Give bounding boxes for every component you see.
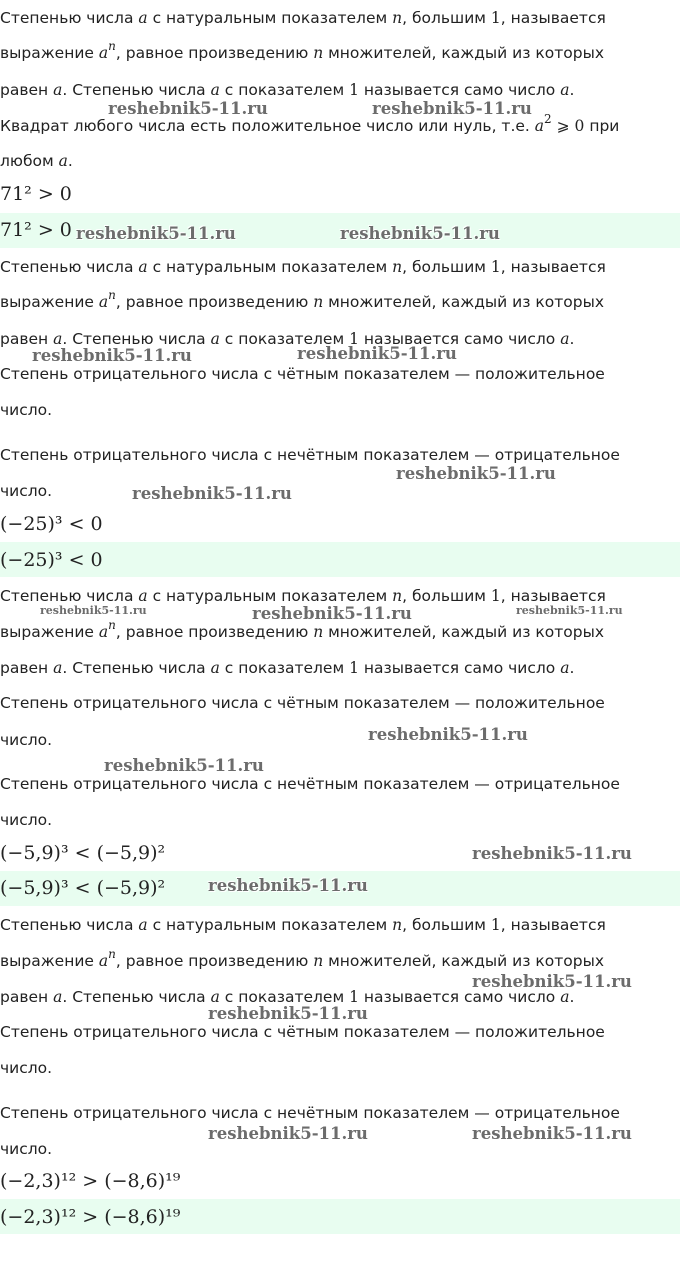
watermark: reshebnik5-11.ru — [297, 344, 457, 363]
watermark: reshebnik5-11.ru — [208, 1124, 368, 1143]
rule-line-3: равен a. Степенью числа a с показателем 1 называется само число a. — [0, 330, 575, 348]
watermark: reshebnik5-11.ru — [104, 756, 264, 775]
even-power-rule-end: число. — [0, 1059, 53, 1077]
expression-4: (−2,3)¹² > (−8,6)¹⁹ — [0, 1170, 181, 1192]
watermark: reshebnik5-11.ru — [252, 604, 412, 623]
rule-line-2: выражение $a^n$, равное произведению n множителей, каждый из которых — [0, 618, 605, 641]
answer-1: 71² > 0 — [0, 219, 72, 241]
odd-power-rule: Степень отрицательного числа с нечётным показателем — отрицательное — [0, 775, 620, 793]
watermark: reshebnik5-11.ru — [208, 876, 368, 895]
expression-2: (−25)³ < 0 — [0, 513, 103, 535]
even-power-rule: Степень отрицательного числа с чётным показателем — положительное — [0, 1023, 605, 1041]
watermark: reshebnik5-11.ru — [340, 224, 500, 243]
watermark: reshebnik5-11.ru — [396, 464, 556, 483]
rule-line-1: Степенью числа a с натуральным показателем n, большим 1, называется — [0, 9, 606, 27]
expression-3: (−5,9)³ < (−5,9)² — [0, 842, 166, 864]
odd-power-rule: Степень отрицательного числа с нечётным показателем — отрицательное — [0, 446, 620, 464]
rule-line-1: Степенью числа a с натуральным показателем n, большим 1, называется — [0, 258, 606, 276]
even-power-rule-end: число. — [0, 401, 53, 419]
odd-power-rule: Степень отрицательного числа с нечётным показателем — отрицательное — [0, 1104, 620, 1122]
rule-line-3: равен a. Степенью числа a с показателем 1 называется само число a. — [0, 988, 575, 1006]
rule-line-3: равен a. Степенью числа a с показателем 1 называется само число a. — [0, 81, 575, 99]
watermark: reshebnik5-11.ru — [40, 604, 147, 617]
rule-line-2: выражение $a^n$, равное произведению n множителей, каждый из которых — [0, 947, 605, 970]
watermark: reshebnik5-11.ru — [372, 99, 532, 118]
watermark: reshebnik5-11.ru — [472, 1124, 632, 1143]
rule-line-2: выражение $a^n$, равное произведению n множителей, каждый из которых — [0, 39, 605, 62]
watermark: reshebnik5-11.ru — [516, 604, 623, 617]
watermark: reshebnik5-11.ru — [208, 1004, 368, 1023]
watermark: reshebnik5-11.ru — [132, 484, 292, 503]
odd-power-rule-end: число. — [0, 482, 53, 500]
even-power-rule: Степень отрицательного числа с чётным показателем — положительное — [0, 694, 605, 712]
answer-2: (−25)³ < 0 — [0, 549, 103, 571]
answer-3: (−5,9)³ < (−5,9)² — [0, 877, 166, 899]
rule-line-2: выражение $a^n$, равное произведению n множителей, каждый из которых — [0, 288, 605, 311]
watermark: reshebnik5-11.ru — [472, 844, 632, 863]
odd-power-rule-end: число. — [0, 811, 53, 829]
watermark: reshebnik5-11.ru — [108, 99, 268, 118]
square-rule-line: Квадрат любого числа есть положительное число или нуль, т.е. $a^2$ ⩾ 0 при — [0, 112, 620, 135]
watermark: reshebnik5-11.ru — [32, 346, 192, 365]
expression-1: 71² > 0 — [0, 183, 72, 205]
even-power-rule: Степень отрицательного числа с чётным показателем — положительное — [0, 365, 605, 383]
even-power-rule-end: число. — [0, 731, 53, 749]
rule-line-3: равен a. Степенью числа a с показателем 1 называется само число a. — [0, 659, 575, 677]
square-rule-line-2: любом a. — [0, 152, 73, 170]
odd-power-rule-end: число. — [0, 1140, 53, 1158]
rule-line-1: Степенью числа a с натуральным показателем n, большим 1, называется — [0, 916, 606, 934]
watermark: reshebnik5-11.ru — [368, 725, 528, 744]
watermark: reshebnik5-11.ru — [472, 972, 632, 991]
answer-4: (−2,3)¹² > (−8,6)¹⁹ — [0, 1206, 181, 1228]
rule-line-1: Степенью числа a с натуральным показателем n, большим 1, называется — [0, 587, 606, 605]
watermark: reshebnik5-11.ru — [76, 224, 236, 243]
